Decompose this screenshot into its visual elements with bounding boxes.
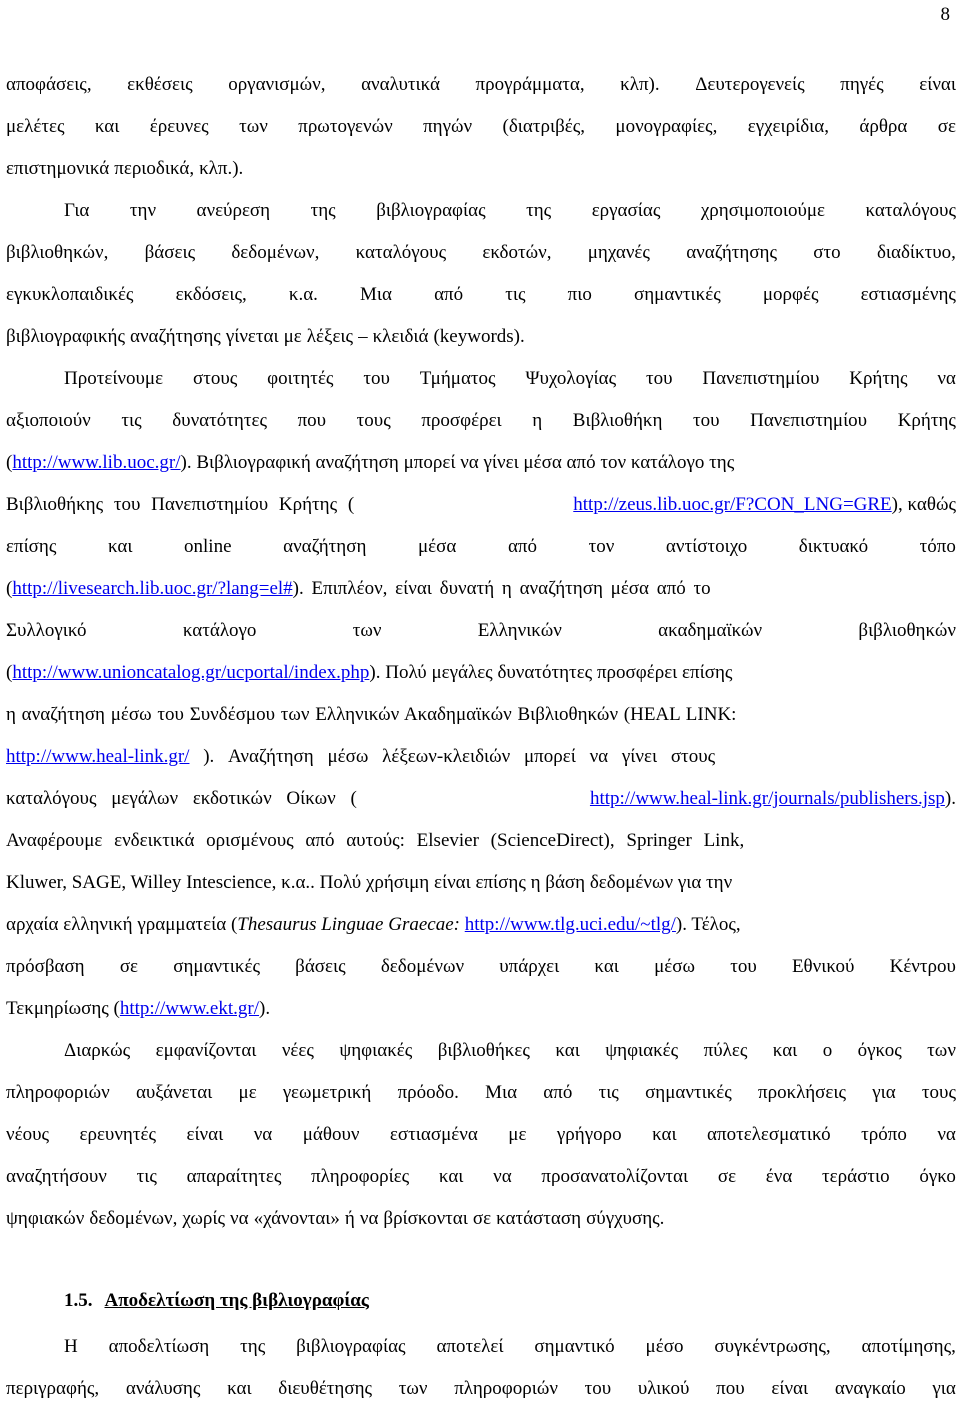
word: τις <box>598 1082 619 1103</box>
word: και <box>94 116 120 137</box>
word: αναζητήσουν <box>6 1166 107 1187</box>
word: εκδόσεις, <box>175 284 247 305</box>
paren-open: ( <box>6 452 13 473</box>
word: τους <box>356 410 391 431</box>
word: τεράστιο <box>822 1166 890 1187</box>
line-text: η αναζήτηση μέσω του Συνδέσμου των Ελληνικών Ακαδημαϊκών Βιβλιοθηκών (HEAL LINK: <box>6 704 737 725</box>
word: σημαντικές <box>173 956 260 977</box>
word: πληροφορίες <box>311 1166 410 1187</box>
word: του <box>692 410 720 431</box>
word: αποδελτίωση <box>108 1336 210 1357</box>
line-text: Τεκμηρίωσης ( <box>6 998 120 1019</box>
word: βάσεις <box>295 956 346 977</box>
word: από <box>434 284 464 305</box>
document-body <box>6 64 956 1410</box>
word: αντίστοιχο <box>665 536 748 557</box>
word: οργανισμών, <box>228 74 326 95</box>
word: αναζήτησης <box>686 242 778 263</box>
word: βιβλιοθήκες <box>437 1040 530 1061</box>
word: του <box>730 956 757 977</box>
word: δεδομένων, <box>231 242 320 263</box>
text-line <box>6 862 956 904</box>
section-number: 1.5. <box>64 1290 93 1311</box>
text-line <box>6 946 956 988</box>
word: που <box>297 410 327 431</box>
word: Ψυχολογίας <box>525 368 617 389</box>
text-line <box>6 442 956 484</box>
text-line <box>6 232 956 274</box>
word: πρόοδο. <box>397 1082 459 1103</box>
word: πρόσβαση <box>6 956 85 977</box>
word: εργασίας <box>591 200 661 221</box>
word: επιστημονικά <box>6 158 110 179</box>
word: ο <box>822 1040 833 1061</box>
line-text: Kluwer, SAGE, Willey Intescience, κ.α.. Πολύ χρήσιμη είναι επίσης η βάση δεδομένων για την <box>6 872 733 893</box>
word: αποτελεί <box>436 1336 504 1357</box>
word: ψηφιακές <box>605 1040 679 1061</box>
word: έρευνες <box>149 116 209 137</box>
word: της <box>526 200 552 221</box>
text-line <box>6 190 956 232</box>
word: να <box>230 1208 249 1229</box>
word: τις <box>505 284 526 305</box>
text-line <box>6 106 956 148</box>
word: δεδομένων, <box>89 1208 178 1229</box>
word: σημαντικές <box>645 1082 732 1103</box>
word: του <box>363 368 390 389</box>
text-line <box>6 904 956 946</box>
text-line <box>6 736 956 778</box>
line-text: Αναφέρουμε ενδεικτικά ορισμένους από αυτούς: Elsevier (ScienceDirect), Springer Link, <box>6 830 745 851</box>
word: να <box>493 1166 512 1187</box>
line-text: καταλόγους μεγάλων εκδοτικών Οίκων ( <box>6 788 357 809</box>
word: αποφάσεις, <box>6 74 92 95</box>
word: δικτυακό <box>798 536 869 557</box>
word: πηγές <box>840 74 884 95</box>
text-line <box>6 1326 956 1368</box>
word: από <box>507 536 538 557</box>
word: (keywords). <box>433 326 525 347</box>
word: χωρίς <box>182 1208 226 1229</box>
word: προκλήσεις <box>758 1082 847 1103</box>
word: αναζήτησης <box>129 326 221 347</box>
line-text: ). Πολύ μεγάλες δυνατότητες προσφέρει επίσης <box>369 662 733 683</box>
word: η <box>532 410 543 431</box>
word: της <box>240 1336 266 1357</box>
word: τους <box>921 1082 956 1103</box>
word: Συλλογικό <box>6 620 87 641</box>
word: – <box>358 326 368 347</box>
line-text: ). Αναζήτηση μέσω λέξεων-κλειδιών μπορεί να γίνει στους <box>189 746 716 767</box>
word: ψηφιακές <box>339 1040 413 1061</box>
word: σημαντικές <box>633 284 721 305</box>
word: βιβλιοθηκών, <box>6 242 109 263</box>
page-number: 8 <box>940 4 950 25</box>
word: με <box>238 1082 257 1103</box>
text-line <box>6 526 956 568</box>
line-text: αρχαία ελληνική γραμματεία ( <box>6 914 238 935</box>
word: που <box>716 1378 745 1399</box>
word: της <box>310 200 336 221</box>
text-line <box>6 820 956 862</box>
word: τόπο <box>919 536 956 557</box>
word: σε <box>119 956 139 977</box>
paren-open: ( <box>6 662 13 683</box>
word: να <box>359 1208 379 1229</box>
word: αναλυτικά <box>361 74 440 95</box>
text-line <box>6 400 956 442</box>
word: να <box>937 368 956 389</box>
text-line <box>6 316 956 358</box>
line-text: ), καθώς <box>891 494 956 515</box>
word: καταλόγους <box>865 200 956 221</box>
word: άρθρα <box>859 116 908 137</box>
word: μηχανές <box>587 242 650 263</box>
word: Κρήτης <box>849 368 908 389</box>
text-line <box>6 1156 956 1198</box>
word: ψηφιακών <box>6 1208 85 1229</box>
word: του <box>645 368 673 389</box>
word: των <box>352 620 382 641</box>
word: αποτίμησης, <box>861 1336 956 1357</box>
word: κλειδιά <box>372 326 429 347</box>
word: σύγχυσης. <box>586 1208 665 1229</box>
section-heading <box>6 1280 956 1322</box>
word: και <box>107 536 133 557</box>
word: είναι <box>186 1124 224 1145</box>
word: αποτελεσματικό <box>707 1124 831 1145</box>
word: εστιασμένης <box>860 284 956 305</box>
word: σε <box>717 1166 737 1187</box>
word: στους <box>192 368 238 389</box>
word: εστιασμένα <box>389 1124 478 1145</box>
word: με <box>508 1124 527 1145</box>
word: Πανεπιστημίου <box>702 368 820 389</box>
word: Μια <box>360 284 392 305</box>
word: τις <box>121 410 142 431</box>
word: και <box>652 1124 677 1145</box>
livesearch-link[interactable]: http://livesearch.lib.uoc.gr/?lang=el# <box>12 578 293 599</box>
word: γεωμετρική <box>282 1082 372 1103</box>
word: όγκο <box>919 1166 956 1187</box>
word: Προτείνουμε <box>64 368 164 389</box>
word: σε <box>937 116 956 137</box>
word: βρίσκονται <box>383 1208 468 1229</box>
line-text: ). <box>259 998 271 1019</box>
word: Ελληνικών <box>477 620 562 641</box>
word: και <box>227 1378 252 1399</box>
word: κατάλογο <box>182 620 257 641</box>
word: των <box>927 1040 956 1061</box>
word: online <box>184 536 232 557</box>
text-line <box>6 64 956 106</box>
word: επίσης <box>6 536 57 557</box>
word: ερευνητές <box>79 1124 156 1145</box>
text-line <box>6 568 956 610</box>
word: φοιτητές <box>267 368 334 389</box>
word: από <box>543 1082 573 1103</box>
word: Εθνικού <box>791 956 855 977</box>
word: ανεύρεση <box>196 200 271 221</box>
text-line <box>6 778 956 820</box>
word: Διαρκώς <box>64 1040 131 1061</box>
word: και <box>772 1040 798 1061</box>
word: των <box>398 1378 428 1399</box>
text-line <box>6 1198 956 1240</box>
word: ανάλυσης <box>125 1378 201 1399</box>
word: μάθουν <box>302 1124 360 1145</box>
ekt-link[interactable]: http://www.ekt.gr/ <box>119 998 260 1019</box>
word: για <box>932 1378 956 1399</box>
word: να <box>937 1124 956 1145</box>
word: Μια <box>485 1082 518 1103</box>
paren-open: ( <box>6 578 13 599</box>
word: μέσω <box>654 956 696 977</box>
word: πληροφοριών <box>6 1082 110 1103</box>
word: συγκέντρωσης, <box>714 1336 831 1357</box>
word: ή <box>344 1208 355 1229</box>
word: να <box>253 1124 273 1145</box>
heal-link-link[interactable]: http://www.heal-link.gr/ <box>6 746 190 767</box>
word: την <box>129 200 157 221</box>
word: μέσα <box>418 536 457 557</box>
word: αναγκαίο <box>834 1378 906 1399</box>
word: μορφές <box>762 284 819 305</box>
text-line <box>6 610 956 652</box>
word: εγκυκλοπαιδικές <box>6 284 134 305</box>
word: γρήγορο <box>556 1124 622 1145</box>
tlg-title: Thesaurus Linguae Graecae: <box>237 914 460 935</box>
word: πιο <box>567 284 592 305</box>
word: πηγών <box>423 116 473 137</box>
word: Η <box>64 1336 78 1357</box>
word: πύλες <box>703 1040 748 1061</box>
word: του <box>584 1378 612 1399</box>
text-line <box>6 1072 956 1114</box>
zeus-catalog-link[interactable]: http://zeus.lib.uoc.gr/F?CON_LNG=GRE <box>573 494 892 515</box>
word: Δευτερογενείς <box>695 74 805 95</box>
word: όγκος <box>857 1040 902 1061</box>
text-line <box>6 274 956 316</box>
word: στο <box>813 242 841 263</box>
word: τον <box>588 536 615 557</box>
word: προσανατολίζονται <box>541 1166 689 1187</box>
text-line <box>6 988 956 1030</box>
line-text: Βιβλιοθήκης του Πανεπιστημίου Κρήτης ( <box>6 494 355 515</box>
word: τρόπο <box>861 1124 907 1145</box>
word: υπάρχει <box>499 956 560 977</box>
line-text: ). Τέλος, <box>675 914 741 935</box>
text-line <box>6 694 956 736</box>
word: περιγραφής, <box>6 1378 100 1399</box>
word: κ.α. <box>288 284 318 305</box>
word: και <box>594 956 619 977</box>
word: κατάσταση <box>496 1208 582 1229</box>
word: νέες <box>281 1040 314 1061</box>
word: και <box>438 1166 464 1187</box>
word: βιβλιοθηκών <box>858 620 956 641</box>
word: είναι <box>919 74 956 95</box>
word: μονογραφίες, <box>615 116 718 137</box>
word: είναι <box>771 1378 809 1399</box>
word: σημαντικό <box>534 1336 615 1357</box>
word: Βιβλιοθήκη <box>572 410 663 431</box>
section-title: Αποδελτίωση της βιβλιογραφίας <box>104 1290 369 1311</box>
word: σε <box>472 1208 492 1229</box>
word: προγράμματα, <box>475 74 585 95</box>
word: κλπ.). <box>199 158 244 179</box>
word: εμφανίζονται <box>155 1040 257 1061</box>
word: βιβλιογραφίας <box>376 200 486 221</box>
line-text: ). Επιπλέον, είναι δυνατή η αναζήτηση μέσα από το <box>292 578 711 599</box>
word: για <box>872 1082 896 1103</box>
word: των <box>239 116 268 137</box>
unioncatalog-link[interactable]: http://www.unioncatalog.gr/ucportal/index.php <box>12 662 370 683</box>
word: «χάνονται» <box>253 1208 340 1229</box>
word: κλπ). <box>620 74 660 95</box>
word: (διατριβές, <box>502 116 585 137</box>
word: τις <box>136 1166 157 1187</box>
word: υλικού <box>637 1378 690 1399</box>
word: περιοδικά, <box>114 158 195 179</box>
word: Πανεπιστημίου <box>750 410 868 431</box>
tlg-link[interactable]: http://www.tlg.uci.edu/~tlg/ <box>464 914 676 935</box>
word: μέσο <box>645 1336 684 1357</box>
word: πληροφοριών <box>454 1378 558 1399</box>
text-line <box>6 652 956 694</box>
word: γίνεται <box>225 326 279 347</box>
word: εκθέσεις <box>127 74 193 95</box>
word: Για <box>64 200 90 221</box>
word: δυνατότητες <box>172 410 267 431</box>
word: και <box>555 1040 580 1061</box>
word: πρωτογενών <box>298 116 393 137</box>
text-line <box>6 1368 956 1410</box>
text-line <box>6 1030 956 1072</box>
text-line <box>6 484 956 526</box>
word: διευθέτησης <box>278 1378 373 1399</box>
word: βιβλιογραφίας <box>296 1336 406 1357</box>
word: μελέτες <box>6 116 65 137</box>
word: διαδίκτυο, <box>876 242 956 263</box>
line-text: ). <box>944 788 956 809</box>
word: απαραίτητες <box>186 1166 282 1187</box>
word: αυξάνεται <box>135 1082 213 1103</box>
word: Κρήτης <box>897 410 956 431</box>
word: δεδομένων <box>380 956 465 977</box>
text-line <box>6 1114 956 1156</box>
word: Κέντρου <box>889 956 956 977</box>
text-line <box>6 358 956 400</box>
line-text: ). Βιβλιογραφική αναζήτηση μπορεί να γίνει μέσα από τον κατάλογο της <box>180 452 735 473</box>
word: χρησιμοποιούμε <box>700 200 826 221</box>
word: εκδοτών, <box>482 242 552 263</box>
word: αξιοποιούν <box>6 410 91 431</box>
word: με <box>283 326 302 347</box>
publishers-link[interactable]: http://www.heal-link.gr/journals/publishers.jsp <box>589 788 945 809</box>
word: αναζήτηση <box>283 536 367 557</box>
word: λέξεις <box>306 326 354 347</box>
word: ένα <box>765 1166 793 1187</box>
word: ακαδημαϊκών <box>658 620 763 641</box>
word: νέους <box>6 1124 50 1145</box>
lib-uoc-link[interactable]: http://www.lib.uoc.gr/ <box>12 452 181 473</box>
text-line <box>6 148 956 190</box>
word: βάσεις <box>144 242 196 263</box>
word: Τμήματος <box>419 368 496 389</box>
word: καταλόγους <box>355 242 447 263</box>
word: προσφέρει <box>421 410 502 431</box>
word: εγχειρίδια, <box>747 116 829 137</box>
word: βιβλιογραφικής <box>6 326 125 347</box>
